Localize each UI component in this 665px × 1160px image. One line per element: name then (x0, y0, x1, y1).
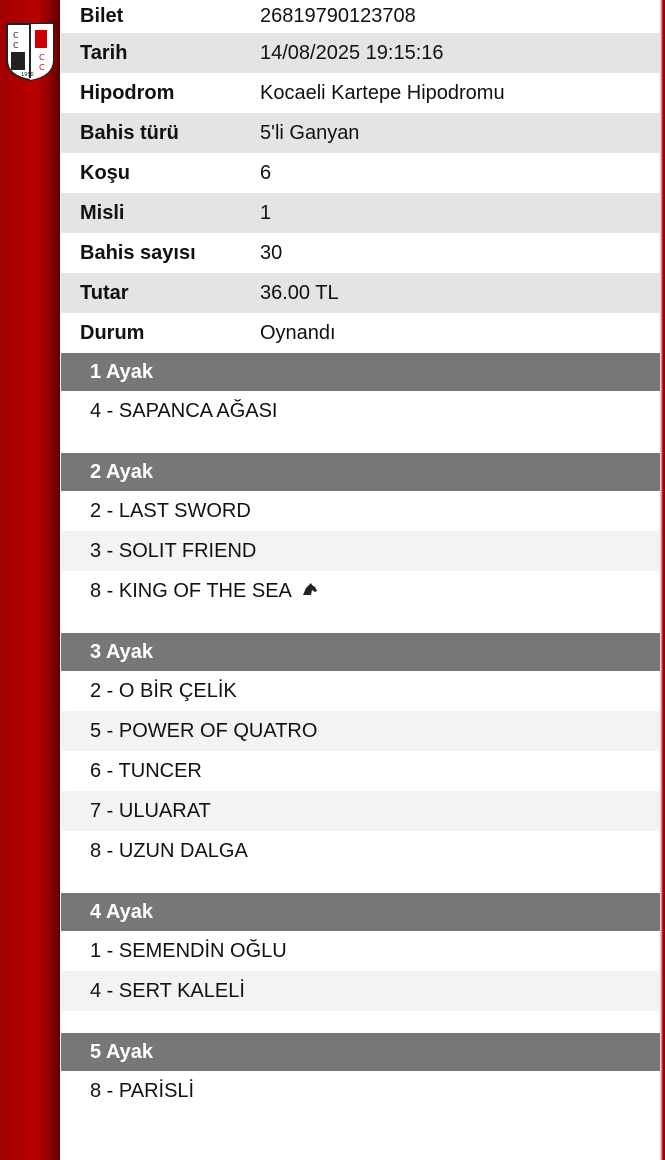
ticket-info-label: Tutar (80, 281, 129, 304)
legs-list (61, 353, 660, 1111)
ticket-info-label: Durum (80, 321, 145, 344)
horse-name: 5 - POWER OF QUATRO (90, 719, 318, 742)
horse-name: 7 - ULUARAT (90, 799, 211, 822)
horse-name: 3 - SOLIT FRIEND (90, 539, 257, 562)
horse-row (61, 791, 660, 831)
ticket-info-label: Bilet (80, 5, 124, 27)
horse-name: 8 - KING OF THE SEA (90, 579, 292, 602)
leg-header: 3 Ayak (61, 633, 660, 671)
horse-row (61, 671, 660, 711)
horse-name: 1 - SEMENDİN OĞLU (90, 939, 287, 962)
ticket-info-value: 6 (260, 161, 272, 184)
ticket-info-value: Kocaeli Kartepe Hipodromu (260, 81, 505, 104)
ticket-info-value: 14/08/2025 19:15:16 (260, 41, 444, 64)
horse-head-icon (302, 582, 318, 601)
ticket-info-value: Oynandı (260, 321, 336, 344)
leg-header: 4 Ayak (61, 893, 660, 931)
leg-section (61, 893, 660, 1033)
ticket-detail-panel (61, 0, 660, 1160)
svg-text:C: C (39, 53, 45, 62)
svg-text:1950: 1950 (21, 72, 34, 78)
horse-row (61, 531, 660, 571)
ticket-info-label: Bahis türü (80, 121, 179, 144)
ticket-info-value: 1 (260, 201, 272, 224)
leg-spacer (61, 611, 660, 633)
horse-row (61, 831, 660, 871)
ticket-info-table (61, 0, 660, 353)
ticket-info-row (61, 0, 660, 33)
svg-text:C: C (13, 41, 19, 50)
ticket-info-value: 36.00 TL (260, 281, 339, 304)
leg-spacer (61, 871, 660, 893)
svg-text:C: C (13, 31, 19, 40)
horse-name: 8 - UZUN DALGA (90, 839, 248, 862)
ticket-info-label: Bahis sayısı (80, 241, 196, 264)
horse-row (61, 971, 660, 1011)
horse-row (61, 1071, 660, 1111)
ticket-info-label: Hipodrom (80, 81, 175, 104)
leg-section (61, 633, 660, 893)
horse-row (61, 391, 660, 431)
horse-name: 2 - LAST SWORD (90, 499, 251, 522)
leg-section (61, 1033, 660, 1111)
horse-row (61, 571, 660, 611)
ticket-info-row (61, 313, 660, 353)
ticket-info-row (61, 33, 660, 73)
ticket-info-row (61, 153, 660, 193)
ticket-info-row (61, 233, 660, 273)
svg-text:C: C (39, 63, 45, 72)
ticket-info-value: 30 (260, 241, 283, 264)
leg-header: 2 Ayak (61, 453, 660, 491)
left-brand-bar (0, 0, 60, 1160)
leg-section (61, 353, 660, 453)
horse-name: 4 - SERT KALELİ (90, 979, 245, 1002)
ticket-info-label: Koşu (80, 161, 130, 184)
ticket-info-label: Misli (80, 201, 125, 224)
horse-name: 8 - PARİSLİ (90, 1079, 195, 1102)
horse-row (61, 751, 660, 791)
leg-spacer (61, 431, 660, 453)
horse-name: 2 - O BİR ÇELİK (90, 679, 237, 702)
ticket-info-value: 26819790123708 (260, 5, 416, 27)
ticket-info-row (61, 73, 660, 113)
ticket-info-row (61, 113, 660, 153)
ticket-info-row (61, 273, 660, 313)
club-logo-icon (5, 20, 55, 82)
ticket-info-row (61, 193, 660, 233)
horse-row (61, 491, 660, 531)
leg-header: 5 Ayak (61, 1033, 660, 1071)
horse-name: 6 - TUNCER (90, 759, 202, 782)
leg-header: 1 Ayak (61, 353, 660, 391)
horse-row (61, 711, 660, 751)
ticket-info-label: Tarih (80, 41, 128, 64)
leg-section (61, 453, 660, 633)
horse-row (61, 931, 660, 971)
ticket-info-value: 5'li Ganyan (260, 121, 360, 144)
right-brand-bar (660, 0, 665, 1160)
leg-spacer (61, 1011, 660, 1033)
horse-name: 4 - SAPANCA AĞASI (90, 399, 278, 422)
